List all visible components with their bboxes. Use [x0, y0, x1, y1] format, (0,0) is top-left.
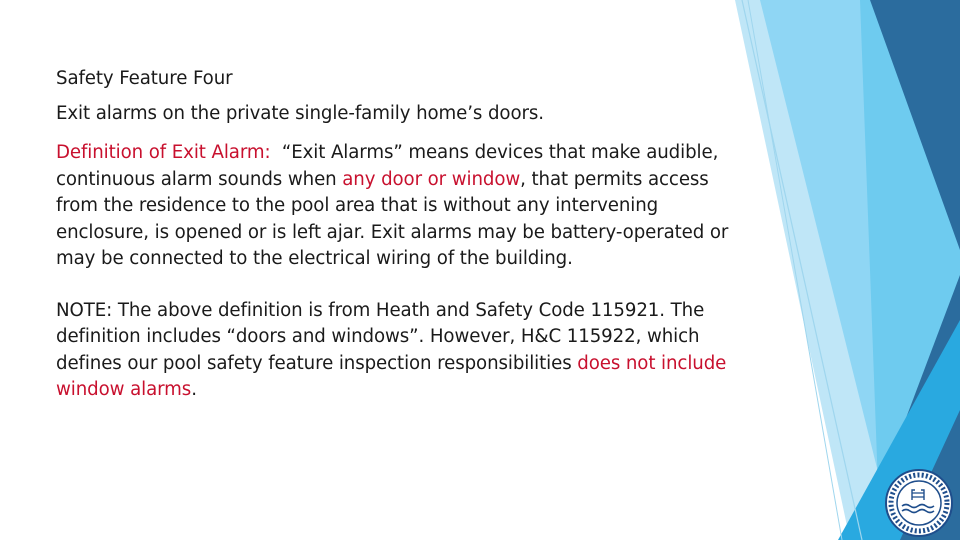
- note-text-before: NOTE: The above definition is from Heath and Safety Code 115921. The definition includes “doors and windows”. However, H&C 115922, which defines our pool safety feature inspection responsibilities: [56, 299, 705, 374]
- note-highlight: does not include window alarms: [56, 352, 727, 400]
- slide-content: [56, 66, 736, 404]
- association-seal-icon: [884, 468, 954, 538]
- definition-highlight: any door or window: [342, 168, 521, 190]
- note-text-after: .: [191, 379, 197, 400]
- definition-text-before: “Exit Alarms” means devices that make audible, continuous alarm sounds when: [56, 142, 719, 190]
- definition-label: Definition of Exit Alarm:: [56, 142, 271, 163]
- slide-subtitle: Exit alarms on the private single-family home’s doors.: [56, 102, 544, 124]
- definition-paragraph: [56, 140, 736, 273]
- definition-text-after: , that permits access from the residence to the pool area that is without any intervening enclosure, is opened or is left ajar. Exit alarms may be battery-operated or may be connected to the electrical wiring of the building.: [56, 168, 729, 269]
- slide-title: Safety Feature Four: [56, 68, 233, 89]
- note-paragraph: [56, 298, 736, 404]
